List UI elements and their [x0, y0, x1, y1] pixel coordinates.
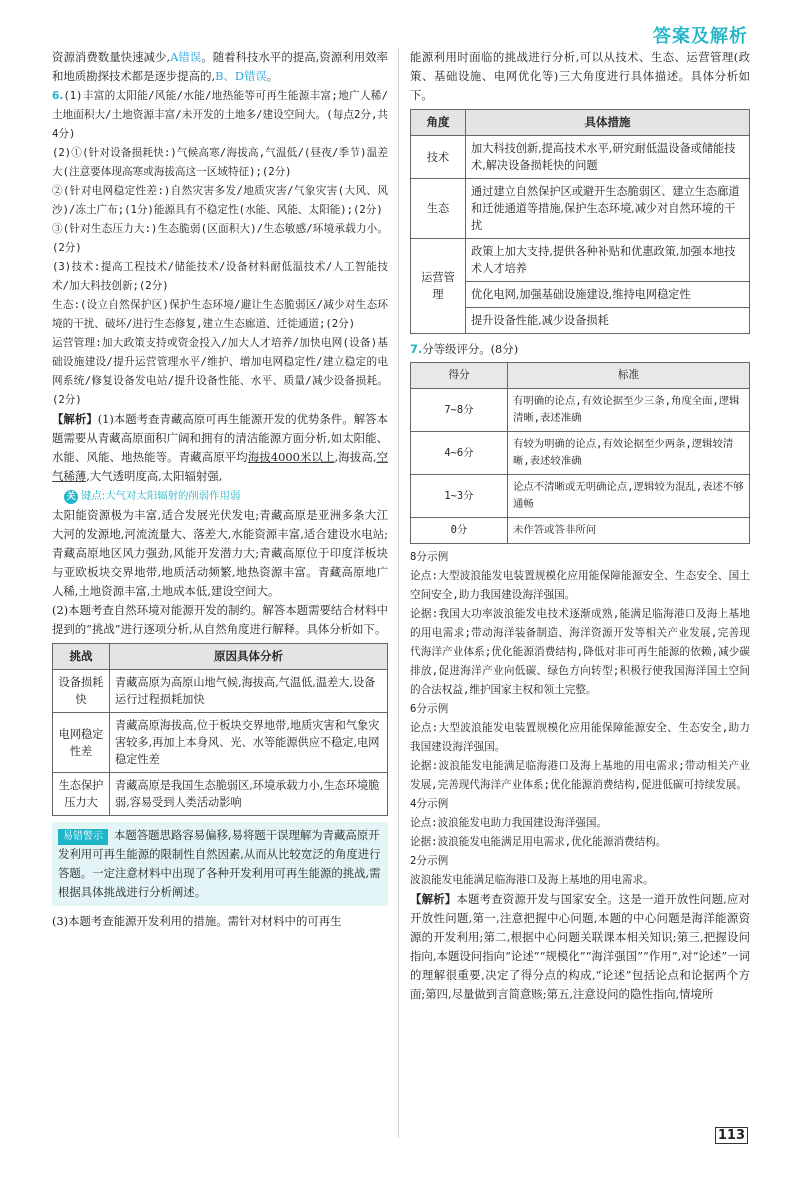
column-divider — [398, 48, 399, 1138]
answer-2: (2)①(针对设备损耗快:)气候高寒/海拔高,气温低/(昼夜/季节)温差大(注意要体现高寒或海拔高这一区域特征);(2分) — [52, 147, 388, 178]
table-row: 提升设备性能,减少设备损耗 — [411, 308, 750, 334]
answer-7: 运营管理:加大政策支持或资金投入/加大人才培养/加快电网(设备)基础设施建设/提升运营管理水平/维护、增加电网稳定性/建立稳定的电网系统/修复设备发电站/提升设备性能、水平、质量/减少设备损耗。(2分) — [52, 337, 388, 406]
left-column — [52, 48, 388, 931]
intro-paragraph: 资源消费数量快速减少,A错误。随着科技水平的提高,资源利用效率和地质勘探技术都是逐步提高的,B、D错误。 — [52, 50, 388, 83]
key-point-note: 关 键点:大气对太阳辐射的削弱作用弱 — [64, 487, 240, 506]
section-header: 答案及解析 — [653, 26, 748, 47]
question-7: 7.分等级评分。(8分) — [410, 342, 519, 356]
measures-table — [410, 109, 750, 334]
sample-8-thesis: 论点:大型波浪能发电装置规模化应用能保障能源安全、生态安全、国土空间安全,助力我国建设海洋强国。 — [410, 570, 750, 601]
sample-6-title: 6分示例 — [410, 703, 449, 715]
warning-label: 易错警示 — [58, 829, 108, 845]
analysis-3: (2)本题考查自然环境对能源开发的制约。解答本题需要结合材料中提到的“挑战”进行逐项分析,从自然角度进行解释。具体分析如下。 — [52, 603, 388, 636]
table-row: 0分 未作答或答非所问 — [411, 518, 750, 544]
analysis-7: 【解析】本题考查资源开发与国家安全。这是一道开放性问题,应对开放性问题,第一,注意把握中心问题,本题的中心问题是海洋能源资源的开发利用;第二,根据中心问题关联课本相关知识;第三,把握设问指向,本题设问指向“论述”“规模化”“海洋强国”“作用”,对“论述”一词的理解很重要,决定了得分点的构成,“论述”包括论点和论据两个方面;第四,尽量做到言简意赅;第五,注意设问的隐性指向,情境所 — [410, 892, 750, 1001]
analysis-4: (3)本题考查能源开发利用的措施。需针对材料中的可再生 — [52, 914, 342, 928]
answer-5: (3)技术:提高工程技术/储能技术/设备材料耐低温技术/人工智能技术/加大科技创新;(2分) — [52, 261, 388, 292]
table-row: 4~6分 有较为明确的论点,有效论据至少两条,逻辑较清晰,表述较准确 — [411, 432, 750, 475]
sample-4-title: 4分示例 — [410, 798, 449, 810]
table-row: 7~8分 有明确的论点,有效论据至少三条,角度全面,逻辑清晰,表述准确 — [411, 389, 750, 432]
sample-4-evidence: 论据:波浪能发电能满足用电需求,优化能源消费结构。 — [410, 836, 667, 848]
table-header: 具体措施 — [466, 110, 750, 136]
table-header: 标准 — [508, 363, 750, 389]
answer-3: ②(针对电网稳定性差:)自然灾害多发/地质灾害/气象灾害(大风、风沙)/冻土广布;(1分)能源具有不稳定性(水能、风能、太阳能);(2分) — [52, 185, 388, 216]
right-column — [410, 48, 750, 1004]
challenge-table — [52, 643, 388, 816]
sample-2-title: 2分示例 — [410, 855, 449, 867]
table-row: 1~3分 论点不清晰或无明确论点,逻辑较为混乱,表述不够通畅 — [411, 475, 750, 518]
table-header: 原因具体分析 — [110, 644, 388, 670]
analysis-2: 太阳能资源极为丰富,适合发展光伏发电;青藏高原是亚洲多条大江大河的发源地,河流流量大、落差大,水能资源丰富,适合建设水电站;青藏高原地区风力强劲,风能开发潜力大;青藏高原位于印度洋板块与亚欧板块交界地带,地质活动频繁,地热资源丰富。青藏高原地广人稀,土地资源丰富,土地成本低,建设空间大。 — [52, 508, 388, 598]
sample-4-thesis: 论点:波浪能发电助力我国建设海洋强国。 — [410, 817, 608, 829]
table-row: 生态保护压力大 青藏高原是我国生态脆弱区,环境承载力小,生态环境脆弱,容易受到人类活动影响 — [53, 773, 388, 816]
key-point-icon: 关 — [64, 490, 78, 504]
answer-6: 生态:(设立自然保护区)保护生态环境/避让生态脆弱区/减少对生态环境的干扰、破坏/进行生态修复,建立生态廊道、迁徙通道;(2分) — [52, 299, 388, 330]
sample-6-thesis: 论点:大型波浪能发电装置规模化应用能保障能源安全、生态安全,助力我国建设海洋强国。 — [410, 722, 750, 753]
answer-1: 6.(1)丰富的太阳能/风能/水能/地热能等可再生能源丰富;地广人稀/土地面积大/土地资源丰富/未开发的土地多/建设空间大。(每点2分,共4分) — [52, 90, 388, 140]
table-row: 设备损耗快 青藏高原为高原山地气候,海拔高,气温低,温差大,设备运行过程损耗加快 — [53, 670, 388, 713]
table-row: 电网稳定性差 青藏高原海拔高,位于板块交界地带,地质灾害和气象灾害较多,再加上本身风、光、水等能源供应不稳定,电网稳定性差 — [53, 713, 388, 773]
table-header: 挑战 — [53, 644, 110, 670]
grading-table — [410, 362, 750, 544]
error-warning-box: 易错警示 本题答题思路容易偏移,易将题干误理解为青藏高原开发利用可再生能源的限制性自然因素,从而从比较宽泛的角度进行答题。一定注意材料中出现了各种开发利用可再生能源的挑战,需根据具体挑战进行分析阐述。 — [52, 822, 388, 906]
answer-4: ③(针对生态压力大:)生态脆弱(区面积大)/生态敏感/环境承载力小。(2分) — [52, 223, 388, 254]
analysis-continued: 能源利用时面临的挑战进行分析,可以从技术、生态、运营管理(政策、基础设施、电网优化等)三大角度进行具体描述。具体分析如下。 — [410, 50, 750, 102]
question-number: 7. — [410, 342, 423, 356]
analysis-1: 【解析】(1)本题考查青藏高原可再生能源开发的优势条件。解答本题需要从青藏高原面积广阔和拥有的清洁能源方面分析,如太阳能、水能、风能、地热能等。青藏高原平均海拔4000米以上,海拔高,空气稀薄,大气透明度高,太阳辐射强, — [52, 412, 388, 483]
table-row: 技术 加大科技创新,提高技术水平,研究耐低温设备或储能技术,解决设备损耗快的问题 — [411, 136, 750, 179]
sample-2-text: 波浪能发电能满足临海港口及海上基地的用电需求。 — [410, 874, 654, 886]
sample-8-evidence: 论据:我国大功率波浪能发电技术逐渐成熟,能满足临海港口及海上基地的用电需求;带动海洋装备制造、海洋资源开发等相关产业发展,完善现代海洋产业体系;优化能源消费结构,降低对非可再生能源的依赖,减少碳排放,促进海洋产业向低碳、绿色方向转型;积极行使我国海洋国土空间的合法权益,维护国家主权和领土完整。 — [410, 608, 750, 696]
sample-6-evidence: 论据:波浪能发电能满足临海港口及海上基地的用电需求;带动相关产业发展,完善现代海洋产业体系;优化能源消费结构,促进低碳可持续发展。 — [410, 760, 750, 791]
sample-8-title: 8分示例 — [410, 551, 449, 563]
page-number: 113 — [715, 1127, 748, 1144]
table-header: 得分 — [411, 363, 508, 389]
question-number: 6. — [52, 90, 64, 102]
table-header: 角度 — [411, 110, 466, 136]
table-row: 优化电网,加强基础设施建设,维持电网稳定性 — [411, 282, 750, 308]
table-row: 运营管理 政策上加大支持,提供各种补贴和优惠政策,加强本地技术人才培养 — [411, 239, 750, 282]
table-row: 生态 通过建立自然保护区或避开生态脆弱区、建立生态廊道和迁徙通道等措施,保护生态环境,减少对自然环境的干扰 — [411, 179, 750, 239]
